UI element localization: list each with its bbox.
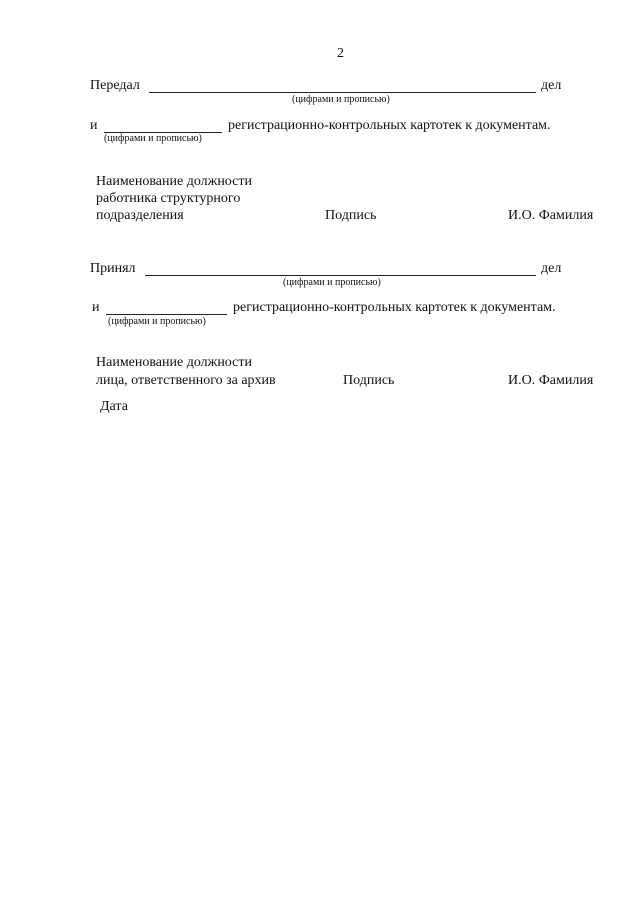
handed-over-files-hint: (цифрами и прописью) <box>292 94 390 105</box>
handed-over-signature: Подпись <box>325 208 377 223</box>
received-name: И.О. Фамилия <box>508 373 594 388</box>
page-number: 2 <box>337 46 344 61</box>
received-cards-text: регистрационно-контрольных картотек к документам. <box>233 300 556 315</box>
handed-over-files-line <box>149 92 536 93</box>
handed-over-and: и <box>90 118 98 133</box>
received-cards-line <box>106 314 227 315</box>
received-files-word: дел <box>541 261 562 276</box>
received-and: и <box>92 300 100 315</box>
received-position-line2: лица, ответственного за архив <box>96 373 276 388</box>
received-label: Принял <box>90 261 136 276</box>
received-signature: Подпись <box>343 373 395 388</box>
received-files-line <box>145 275 536 276</box>
handed-over-cards-text: регистрационно-контрольных картотек к документам. <box>228 118 551 133</box>
handed-over-position-line2: работника структурного <box>96 191 241 206</box>
handed-over-name: И.О. Фамилия <box>508 208 594 223</box>
handed-over-cards-hint: (цифрами и прописью) <box>104 133 202 144</box>
received-date-label: Дата <box>100 399 128 414</box>
handed-over-label: Передал <box>90 78 140 93</box>
handed-over-position-line1: Наименование должности <box>96 174 252 189</box>
handed-over-position-line3: подразделения <box>96 208 184 223</box>
received-cards-hint: (цифрами и прописью) <box>108 316 206 327</box>
received-position-line1: Наименование должности <box>96 355 252 370</box>
received-files-hint: (цифрами и прописью) <box>283 277 381 288</box>
handed-over-files-word: дел <box>541 78 562 93</box>
